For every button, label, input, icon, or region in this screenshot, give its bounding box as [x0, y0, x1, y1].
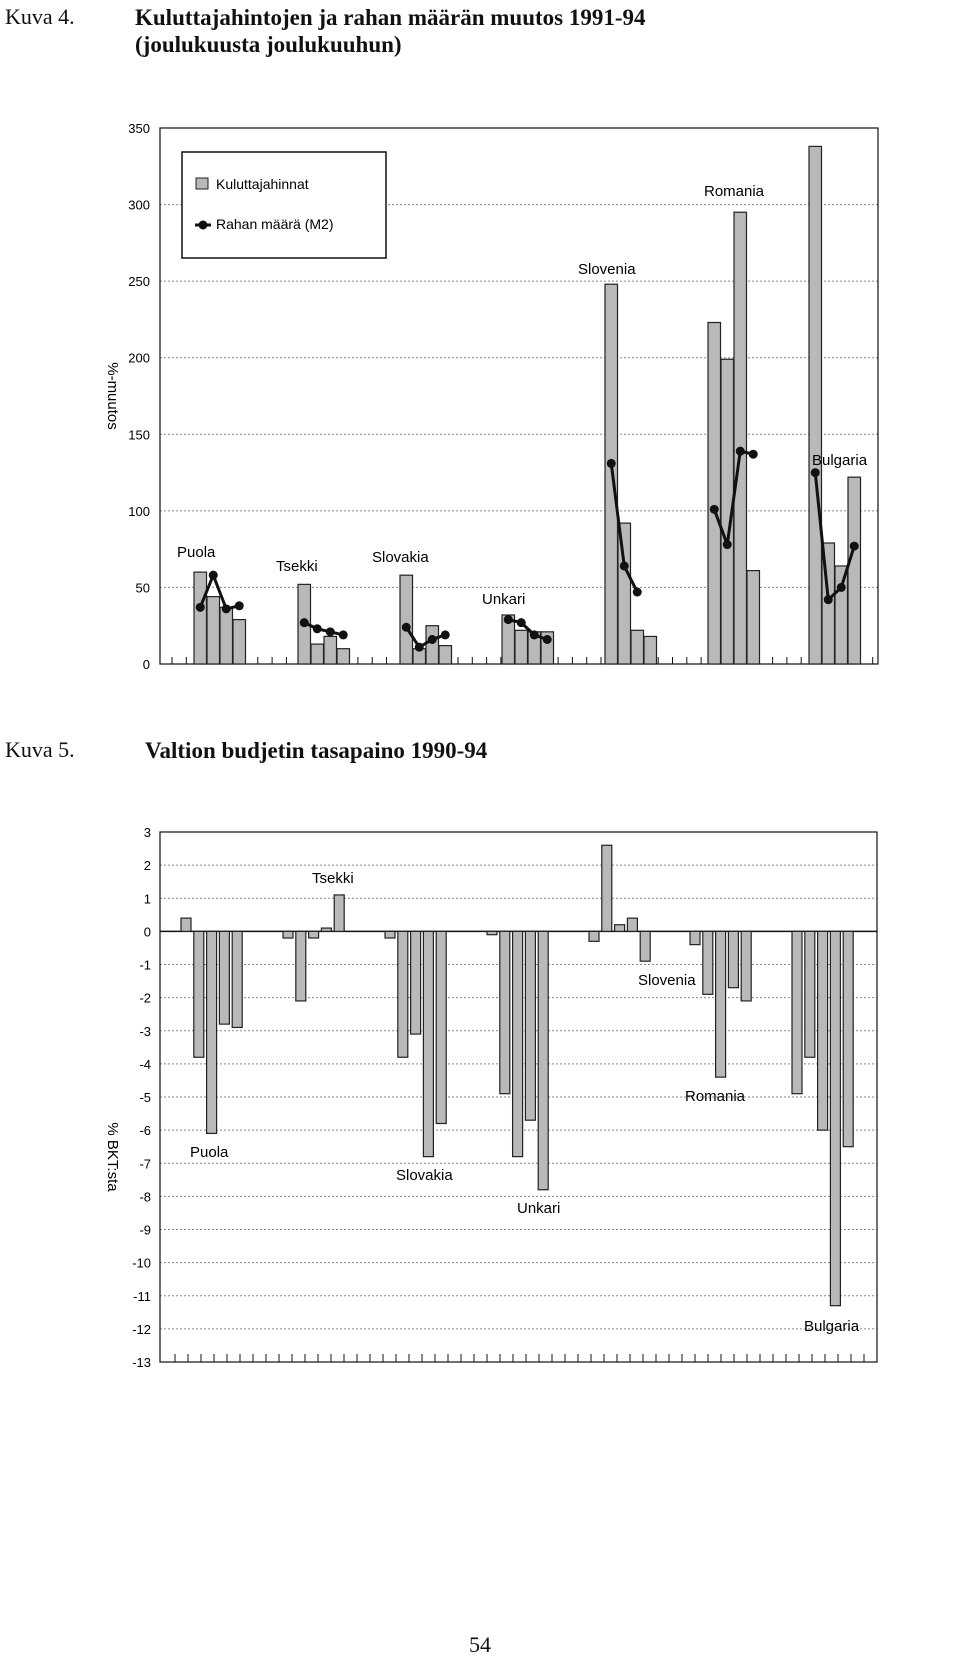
group-label: Puola	[177, 544, 216, 561]
y-axis-label: %-muutos	[104, 362, 121, 430]
group-label: Unkari	[517, 1200, 561, 1217]
bar-bulgaria-balance	[818, 931, 828, 1130]
y-tick-label: 100	[128, 503, 150, 519]
bar-tsekki-balance	[309, 931, 319, 938]
y-tick-label: 2	[143, 858, 151, 874]
bar-tsekki-balance	[321, 928, 331, 931]
legend-label-prices: Kuluttajahinnat	[216, 176, 309, 192]
bar-slovakia-balance	[436, 931, 446, 1123]
bar-romania-balance	[690, 931, 700, 944]
bar-puola-balance	[232, 931, 242, 1027]
figure5-title: Valtion budjetin tasapaino 1990-94	[145, 738, 488, 763]
y-tick-label: -1	[139, 957, 151, 973]
bar-unkari-balance	[525, 931, 535, 1120]
y-tick-label: -11	[133, 1288, 151, 1304]
bar-romania-balance	[728, 931, 738, 987]
bar-puola-balance	[207, 931, 217, 1133]
bar-unkari-balance	[500, 931, 510, 1093]
bar-slovenia-balance	[627, 918, 637, 931]
bar-romania-balance	[703, 931, 713, 994]
bar-bulgaria-balance	[792, 931, 802, 1093]
y-tick-label: -9	[139, 1222, 151, 1238]
bar-tsekki-balance	[283, 931, 293, 938]
y-tick-label: 1	[143, 891, 151, 907]
bar-unkari-balance	[487, 931, 497, 934]
y-tick-label: -13	[132, 1355, 151, 1370]
bar-slovenia-balance	[640, 931, 650, 961]
group-label: Slovenia	[578, 261, 636, 278]
y-tick-label: -7	[139, 1156, 151, 1172]
y-tick-label: -12	[132, 1321, 151, 1337]
y-tick-label: -5	[139, 1090, 151, 1105]
figure5-label: Kuva 5.	[5, 737, 75, 762]
y-tick-label: 150	[128, 427, 150, 443]
figure4-title-line2: (joulukuusta joulukuuhun)	[135, 32, 402, 57]
bar-bulgaria-balance	[805, 931, 815, 1057]
y-tick-label: 3	[143, 825, 151, 840]
group-label: Tsekki	[276, 558, 318, 575]
group-label: Slovenia	[638, 972, 696, 989]
bar-slovenia-balance	[615, 925, 625, 932]
group-label: Unkari	[482, 591, 526, 608]
bar-unkari-balance	[513, 931, 523, 1156]
bar-puola-balance	[181, 918, 191, 931]
y-tick-label: -2	[139, 990, 151, 1006]
group-label: Romania	[685, 1088, 746, 1105]
bar-puola-balance	[219, 931, 229, 1024]
bar-slovakia-balance	[423, 931, 433, 1156]
bar-tsekki-balance	[296, 931, 306, 1001]
bar-bulgaria-balance	[843, 931, 853, 1146]
y-tick-label: 200	[128, 350, 150, 366]
bar-bulgaria-balance	[830, 931, 840, 1305]
bar-slovenia-balance	[602, 845, 612, 931]
y-tick-label: 0	[143, 924, 151, 940]
y-tick-label: 300	[128, 197, 150, 213]
bar-tsekki-balance	[334, 895, 344, 931]
figure4-label: Kuva 4.	[5, 4, 75, 29]
group-label: Bulgaria	[804, 1318, 860, 1335]
group-label: Romania	[704, 183, 765, 200]
y-tick-label: -3	[139, 1023, 151, 1039]
bar-slovakia-balance	[385, 931, 395, 938]
group-label: Bulgaria	[812, 452, 868, 469]
y-tick-label: -4	[139, 1056, 151, 1072]
y-tick-label: -6	[139, 1123, 151, 1139]
bar-slovakia-balance	[411, 931, 421, 1034]
group-label: Slovakia	[396, 1167, 453, 1184]
group-label: Slovakia	[372, 549, 429, 566]
bar-slovenia-balance	[589, 931, 599, 941]
y-axis-label: % BKT:sta	[104, 1122, 121, 1192]
bar-slovakia-balance	[398, 931, 408, 1057]
bar-romania-balance	[716, 931, 726, 1077]
legend-label-money: Rahan määrä (M2)	[216, 216, 334, 232]
page-number: 54	[469, 1632, 491, 1657]
y-tick-label: -10	[132, 1255, 151, 1271]
y-tick-label: -8	[139, 1189, 151, 1205]
group-label: Puola	[190, 1144, 229, 1161]
y-tick-label: 250	[128, 274, 150, 290]
y-tick-label: 50	[135, 580, 150, 596]
y-tick-label: 350	[128, 121, 150, 136]
figure4-title-line1: Kuluttajahintojen ja rahan määrän muutos 1991-94	[135, 5, 646, 30]
bar-unkari-balance	[538, 931, 548, 1189]
bar-puola-balance	[194, 931, 204, 1057]
group-label: Tsekki	[312, 870, 354, 887]
y-tick-label: 0	[142, 657, 150, 672]
bar-romania-balance	[741, 931, 751, 1001]
